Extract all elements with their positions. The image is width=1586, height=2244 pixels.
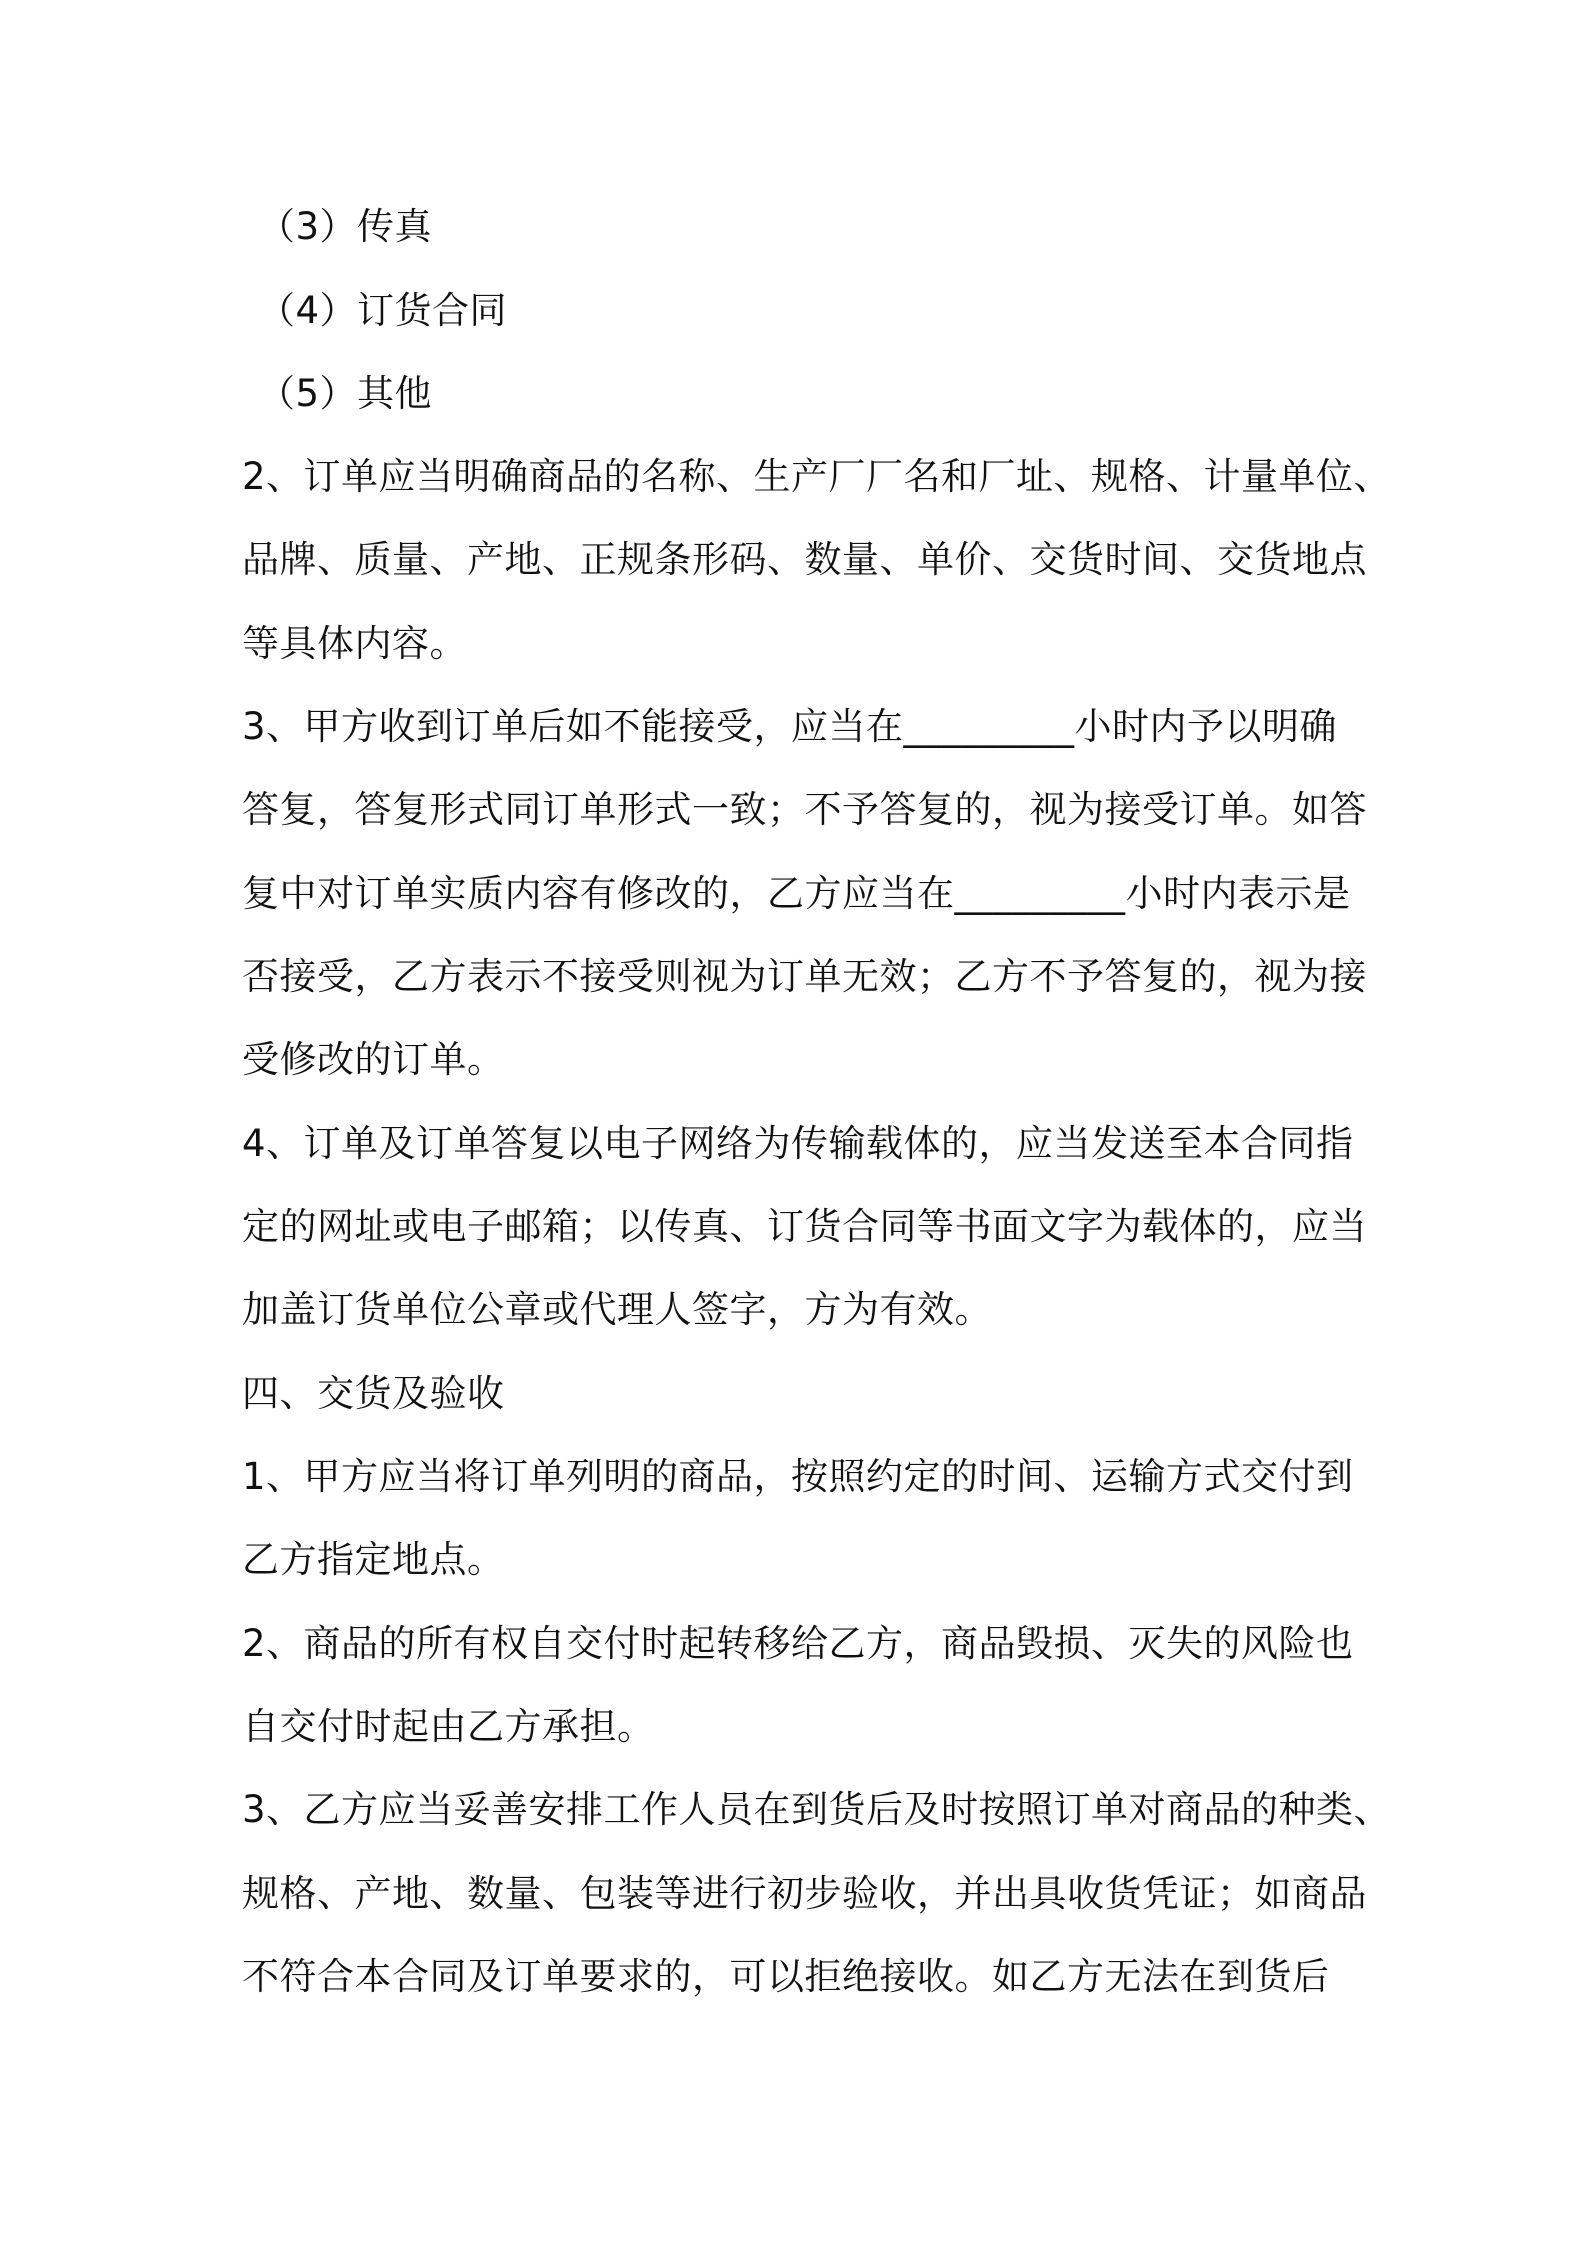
clause-3-line-3: 复中对订单实质内容有修改的，乙方应当在_________小时内表示是 (242, 872, 1351, 915)
delivery-clause-2-line-2: 自交付时起由乙方承担。 (242, 1705, 655, 1748)
clause-2-line-3: 等具体内容。 (242, 622, 467, 665)
delivery-clause-1-line-2: 乙方指定地点。 (242, 1538, 505, 1581)
clause-2-line-2: 品牌、质量、产地、正规条形码、数量、单价、交货时间、交货地点 (242, 538, 1367, 581)
clause-2-line-1: 2、订单应当明确商品的名称、生产厂厂名和厂址、规格、计量单位、 (242, 455, 1392, 498)
clause-3-line-5: 受修改的订单。 (242, 1038, 505, 1081)
list-item-order-contract: （4）订货合同 (258, 289, 508, 332)
clause-4-line-3: 加盖订货单位公章或代理人签字，方为有效。 (242, 1288, 992, 1331)
clause-4-line-2: 定的网址或电子邮箱；以传真、订货合同等书面文字为载体的，应当 (242, 1205, 1367, 1248)
clause-4-line-1: 4、订单及订单答复以电子网络为传输载体的，应当发送至本合同指 (242, 1122, 1354, 1165)
list-item-other: （5）其他 (258, 372, 433, 415)
clause-3-line-1: 3、甲方收到订单后如不能接受，应当在_________小时内予以明确 (242, 705, 1338, 748)
section-heading-delivery: 四、交货及验收 (242, 1372, 505, 1415)
clause-3-line-4: 否接受，乙方表示不接受则视为订单无效；乙方不予答复的，视为接 (242, 955, 1367, 998)
delivery-clause-1-line-1: 1、甲方应当将订单列明的商品，按照约定的时间、运输方式交付到 (242, 1455, 1354, 1498)
delivery-clause-2-line-1: 2、商品的所有权自交付时起转移给乙方，商品毁损、灭失的风险也 (242, 1622, 1354, 1665)
list-item-fax: （3）传真 (258, 205, 433, 248)
clause-3-line-2: 答复，答复形式同订单形式一致；不予答复的，视为接受订单。如答 (242, 788, 1367, 831)
delivery-clause-3-line-1: 3、乙方应当妥善安排工作人员在到货后及时按照订单对商品的种类、 (242, 1788, 1392, 1831)
delivery-clause-3-line-3: 不符合本合同及订单要求的，可以拒绝接收。如乙方无法在到货后 (242, 1955, 1330, 1998)
delivery-clause-3-line-2: 规格、产地、数量、包装等进行初步验收，并出具收货凭证；如商品 (242, 1872, 1367, 1915)
